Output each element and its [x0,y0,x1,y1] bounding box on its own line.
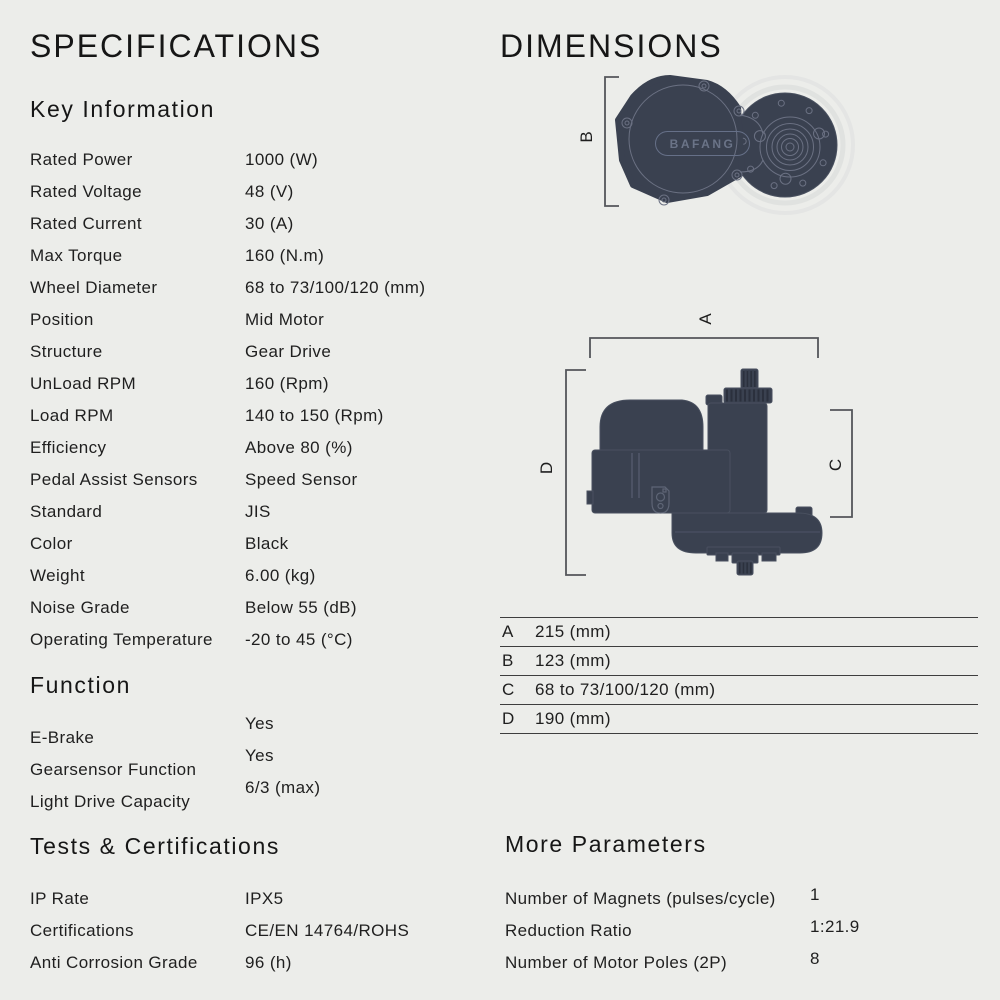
test-row [30,916,470,948]
test-label: Certifications [30,921,134,940]
test-value: 96 (h) [245,953,292,972]
motor-side-view-diagram [500,295,1000,620]
spec-row [30,275,470,307]
spec-row [30,499,470,531]
spec-value: 6.00 (kg) [245,566,316,585]
spec-value: 30 (A) [245,214,294,233]
spec-value: JIS [245,502,271,521]
dimension-label-a: A [696,313,715,325]
spec-row [30,179,470,211]
spec-row [30,531,470,563]
motor-dome [600,400,703,453]
dimension-table [500,617,978,734]
spec-value: 160 (N.m) [245,246,325,265]
spec-value: Mid Motor [245,310,325,329]
dimension-label-b: B [577,131,596,143]
dimension-row [500,647,978,676]
specifications-title: SPECIFICATIONS [30,28,323,64]
dimension-bracket-b [605,77,619,206]
spec-label: Rated Power [30,150,133,169]
spec-row [30,403,470,435]
spec-label: Noise Grade [30,598,130,617]
test-value: IPX5 [245,889,284,908]
spec-label: Color [30,534,73,553]
function-heading: Function [30,672,132,698]
spec-value: Black [245,534,289,553]
test-row [30,948,470,980]
spec-row [30,147,470,179]
dimension-value: 190 (mm) [535,709,611,728]
dimension-key: D [502,709,515,728]
parameter-label: Reduction Ratio [505,921,632,940]
spec-value: -20 to 45 (°C) [245,630,353,649]
spec-row [30,307,470,339]
spec-row [30,435,470,467]
dimension-label-c: C [826,458,845,472]
spec-row [30,467,470,499]
test-label: IP Rate [30,889,90,908]
dimension-row [500,676,978,705]
spec-row [30,595,470,627]
spec-value: Below 55 (dB) [245,598,357,617]
bafang-logo: BAFANG [655,131,750,156]
spec-label: Efficiency [30,438,107,457]
dimension-row [500,618,978,647]
test-value: CE/EN 14764/ROHS [245,921,410,940]
spec-row [30,243,470,275]
parameter-value: 1:21.9 [810,917,860,936]
spec-row [30,371,470,403]
key-information-table [30,147,470,659]
function-row [30,708,470,747]
spec-label: Position [30,310,94,329]
spec-label: Standard [30,502,103,521]
function-value: 6/3 (max) [245,778,321,797]
function-label: Gearsensor Function [30,760,197,779]
dimension-label-d: D [537,461,556,475]
parameter-label: Number of Magnets (pulses/cycle) [505,889,776,908]
spec-value: 140 to 150 (Rpm) [245,406,384,425]
function-value: Yes [245,714,274,733]
spec-label: Operating Temperature [30,630,213,649]
dimension-key: A [502,622,514,641]
spec-label: Structure [30,342,103,361]
function-row [30,772,470,811]
spec-value: Gear Drive [245,342,332,361]
dimension-key: C [502,680,515,699]
spec-row [30,627,470,659]
spec-row [30,339,470,371]
motor-silhouette [587,369,822,575]
spec-value: 160 (Rpm) [245,374,329,393]
parameter-row [505,884,985,916]
dimension-key: B [502,651,514,670]
spec-value: 1000 (W) [245,150,319,169]
dimension-value: 215 (mm) [535,622,611,641]
dimension-value: 68 to 73/100/120 (mm) [535,680,716,699]
parameter-value: 1 [810,885,820,904]
spec-row [30,563,470,595]
dimension-value: 123 (mm) [535,651,611,670]
tests-table [30,884,470,980]
dimension-row [500,705,978,734]
spec-value: Above 80 (%) [245,438,353,457]
spec-label: Pedal Assist Sensors [30,470,198,489]
function-row [30,740,470,779]
spec-row [30,211,470,243]
more-parameters-heading: More Parameters [505,831,707,857]
function-value: Yes [245,746,274,765]
spec-value: 68 to 73/100/120 (mm) [245,278,426,297]
spec-label: Rated Current [30,214,142,233]
parameter-row [505,948,985,980]
function-table [30,708,470,811]
spec-label: UnLoad RPM [30,374,137,393]
test-label: Anti Corrosion Grade [30,953,198,972]
spec-label: Weight [30,566,86,585]
spec-label: Max Torque [30,246,123,265]
spec-value: Speed Sensor [245,470,358,489]
function-label: E-Brake [30,728,95,747]
motor-top-view-diagram [500,60,1000,230]
dimensions-title: DIMENSIONS [500,28,723,64]
spec-value: 48 (V) [245,182,294,201]
parameter-value: 8 [810,949,820,968]
spec-label: Load RPM [30,406,114,425]
tests-certifications-heading: Tests & Certifications [30,833,280,859]
parameter-label: Number of Motor Poles (2P) [505,953,728,972]
function-label: Light Drive Capacity [30,792,191,811]
parameter-row [505,916,985,948]
key-information-heading: Key Information [30,96,216,122]
spec-label: Wheel Diameter [30,278,158,297]
more-parameters-table [505,884,985,980]
spec-label: Rated Voltage [30,182,143,201]
test-row [30,884,470,916]
